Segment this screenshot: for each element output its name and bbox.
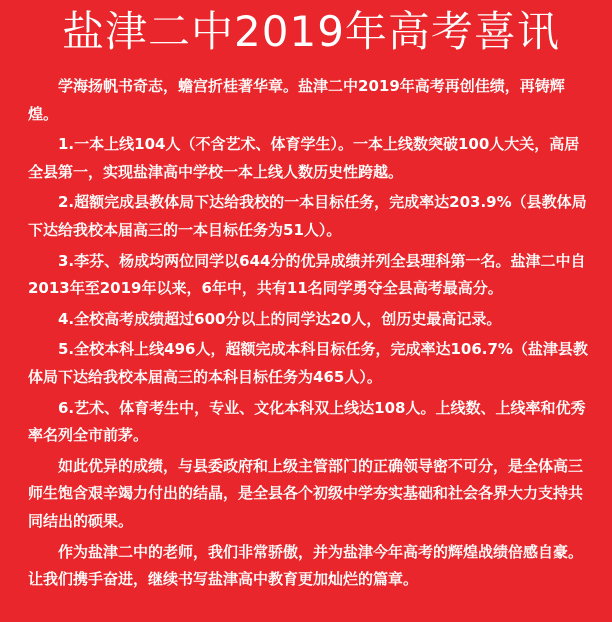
item-3-paragraph: 3.李芬、杨成均两位同学以644分的优异成绩并列全县理科第一名。盐津二中自2013年至2019年以来，6年中，共有11名同学勇夺全县高考最高分。 bbox=[28, 251, 586, 298]
item-2-paragraph: 2.超额完成县教体局下达给我校的一本目标任务，完成率达203.9%（县教体局下达给我校本届高三的一本目标任务为51人）。 bbox=[28, 193, 587, 239]
page-title: 盐津二中2019年高考喜讯 bbox=[62, 7, 560, 56]
item-1-paragraph: 1.一本上线104人（不含艺术、体育学生）。一本上线数突破100人大关，高居全县第一，实现盐津高中学校一本上线人数历史性跨越。 bbox=[28, 135, 580, 181]
item-5-paragraph: 5.全校本科上线496人，超额完成本科目标任务，完成率达106.7%（盐津县教体局下达给我校本届高三的本科目标任务为465人）。 bbox=[28, 340, 588, 386]
announcement-body bbox=[28, 73, 594, 597]
acknowledgement-paragraph: 如此优异的成绩，与县委政府和上级主管部门的正确领导密不可分，是全体高三师生饱含艰辛竭力付出的结晶，是全县各个初级中学夯实基础和社会各界大力支持共同结出的硕果。 bbox=[28, 456, 584, 530]
intro-paragraph: 学海扬帆书奇志，蟾宫折桂著华章。盐津二中2019年高考再创佳绩，再铸辉煌。 bbox=[28, 77, 565, 123]
closing-paragraph: 作为盐津二中的老师，我们非常骄傲，并为盐津今年高考的辉煌战绩倍感自豪。让我们携手奋进，继续书写盐津高中教育更加灿烂的篇章。 bbox=[28, 542, 584, 589]
item-4-paragraph: 4.全校高考成绩超过600分以上的同学达20人，创历史最高记录。 bbox=[58, 309, 502, 328]
item-6-paragraph: 6.艺术、体育考生中，专业、文化本科双上线达108人。上线数、上线率和优秀率名列全市前茅。 bbox=[28, 398, 586, 445]
